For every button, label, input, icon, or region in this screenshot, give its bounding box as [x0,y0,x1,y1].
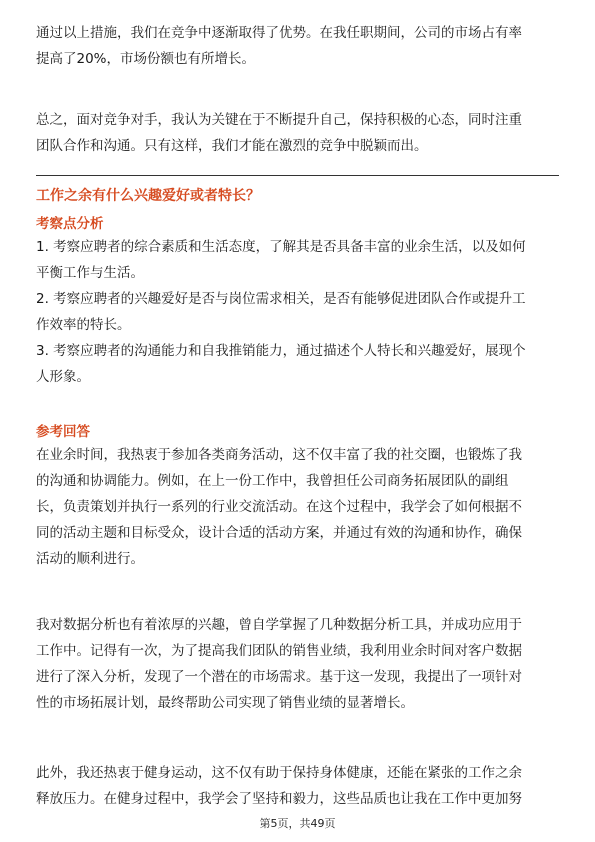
analysis-heading: 考察点分析 [36,216,104,232]
divider-top [36,175,559,176]
text-line: 的沟通和协调能力。例如，在上一份工作中，我曾担任公司商务拓展团队的副组 [36,473,509,489]
text-line: 释放压力。在健身过程中，我学会了坚持和毅力，这些品质也让我在工作中更加努 [36,791,522,807]
text-line: 总之，面对竞争对手，我认为关键在于不断提升自己，保持积极的心态，同时注重 [36,112,522,128]
text-line: 3. 考察应聘者的沟通能力和自我推销能力，通过描述个人特长和兴趣爱好，展现个 [36,343,526,359]
text-line: 提高了20%，市场份额也有所增长。 [36,51,256,67]
text-line: 在业余时间，我热衷于参加各类商务活动，这不仅丰富了我的社交圈，也锻炼了我 [36,447,522,463]
text-line: 同的活动主题和目标受众，设计合适的活动方案，并通过有效的沟通和协作，确保 [36,525,522,541]
text-line: 进行了深入分析，发现了一个潜在的市场需求。基于这一发现，我提出了一项针对 [36,669,522,685]
text-line: 2. 考察应聘者的兴趣爱好是否与岗位需求相关，是否有能够促进团队合作或提升工 [36,291,526,307]
text-line: 人形象。 [36,369,90,385]
answer-heading: 参考回答 [36,424,90,440]
text-line: 作效率的特长。 [36,317,131,333]
text-line: 平衡工作与生活。 [36,265,144,281]
intro-paragraph-1 [36,20,561,72]
text-line: 我对数据分析也有着浓厚的兴趣，曾自学掌握了几种数据分析工具，并成功应用于 [36,617,522,633]
text-line: 工作中。记得有一次，为了提高我们团队的销售业绩，我利用业余时间对客户数据 [36,643,522,659]
analysis-item-1 [36,234,561,286]
answer-paragraph-2 [36,612,561,716]
analysis-item-2 [36,286,561,338]
answer-paragraph-1 [36,442,561,572]
text-line: 通过以上措施，我们在竞争中逐渐取得了优势。在我任职期间，公司的市场占有率 [36,25,522,41]
text-line: 此外，我还热衷于健身运动，这不仅有助于保持身体健康，还能在紧张的工作之余 [36,765,522,781]
text-line: 活动的顺利进行。 [36,551,144,567]
page-number: 第5页，共49页 [259,817,336,830]
text-line: 1. 考察应聘者的综合素质和生活态度，了解其是否具备丰富的业余生活，以及如何 [36,239,526,255]
answer-paragraph-3 [36,760,561,812]
question-title: 工作之余有什么兴趣爱好或者特长？ [36,188,260,204]
analysis-item-3 [36,338,561,390]
text-line: 长，负责策划并执行一系列的行业交流活动。在这个过程中，我学会了如何根据不 [36,499,522,515]
text-line: 性的市场拓展计划，最终帮助公司实现了销售业绩的显著增长。 [36,695,414,711]
intro-paragraph-2 [36,107,561,159]
text-line: 团队合作和沟通。只有这样，我们才能在激烈的竞争中脱颖而出。 [36,138,428,154]
